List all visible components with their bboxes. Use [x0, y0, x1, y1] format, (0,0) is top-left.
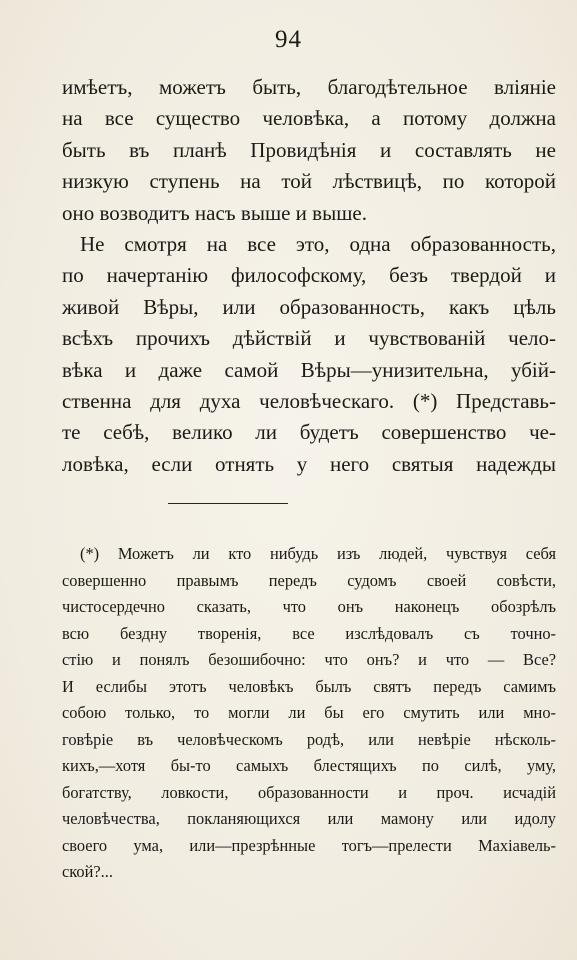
footnote-line: своего ума, или—презрѣнные тогъ—прелести Махіавель- — [62, 835, 556, 855]
text-line: низкую ступень на той лѣствицѣ, по которой — [62, 169, 556, 194]
paragraph-start-line: Не смотря на все это, одна образованность, — [80, 231, 556, 256]
footnote-line: богатству, ловкости, образованности и проч. исчадій — [62, 782, 556, 802]
footnote-line: чистосердечно сказать, что онъ наконецъ обозрѣлъ — [62, 597, 556, 616]
footnote-line: (*) Можетъ ли кто нибудь изъ людей, чувствуя себя — [80, 544, 556, 563]
footnote-line: И еслибы этотъ человѣкъ былъ святъ передъ самимъ — [62, 676, 556, 696]
text-line: имѣетъ, можетъ быть, благодѣтельное вліяніе — [62, 75, 556, 99]
text-line: оно возводитъ насъ выше и выше. — [62, 200, 367, 225]
footnote-line: человѣчества, покланяющихся или мамону или идолу — [62, 809, 556, 828]
main-text-block — [62, 72, 556, 480]
text-line: быть въ планѣ Провидѣнія и составлять не — [62, 137, 556, 162]
text-line: ственна для духа человѣческаго. (*) Представь- — [62, 388, 556, 413]
text-line: живой Вѣры, или образованность, какъ цѣль — [62, 294, 556, 319]
text-line: на все существо человѣка, а потому должна — [62, 106, 556, 131]
text-line: по начертанію философскому, безъ твердой и — [62, 263, 556, 288]
page-number: 94 — [275, 26, 302, 53]
text-line: те себѣ, велико ли будетъ совершенство че- — [62, 420, 556, 445]
footnote-line: стію и понялъ безошибочно: что онъ? и что — Все? — [62, 650, 556, 669]
footnote-line: ской?... — [62, 862, 113, 881]
text-line: вѣка и даже самой Вѣры—унизительна, убій- — [62, 357, 556, 382]
footnote-line: кихъ,—хотя бы-то самыхъ блестящихъ по силѣ, уму, — [62, 756, 556, 775]
footnote-line: собою только, то могли ли бы его смутить или мно- — [62, 703, 556, 722]
footnote-line: говѣріе въ человѣческомъ родѣ, или невѣріе нѣсколь- — [62, 729, 556, 749]
footnote-line: всю бездну творенія, все изслѣдовалъ съ точно- — [62, 623, 556, 643]
text-line: ловѣка, если отнять у него святыя надежды — [62, 451, 556, 476]
footnote-divider — [168, 503, 288, 504]
footnote-block — [62, 541, 556, 886]
text-line: всѣхъ прочихъ дѣйствій и чувствованій чело- — [62, 326, 556, 351]
footnote-line: совершенно правымъ передъ судомъ своей совѣсти, — [62, 570, 556, 590]
